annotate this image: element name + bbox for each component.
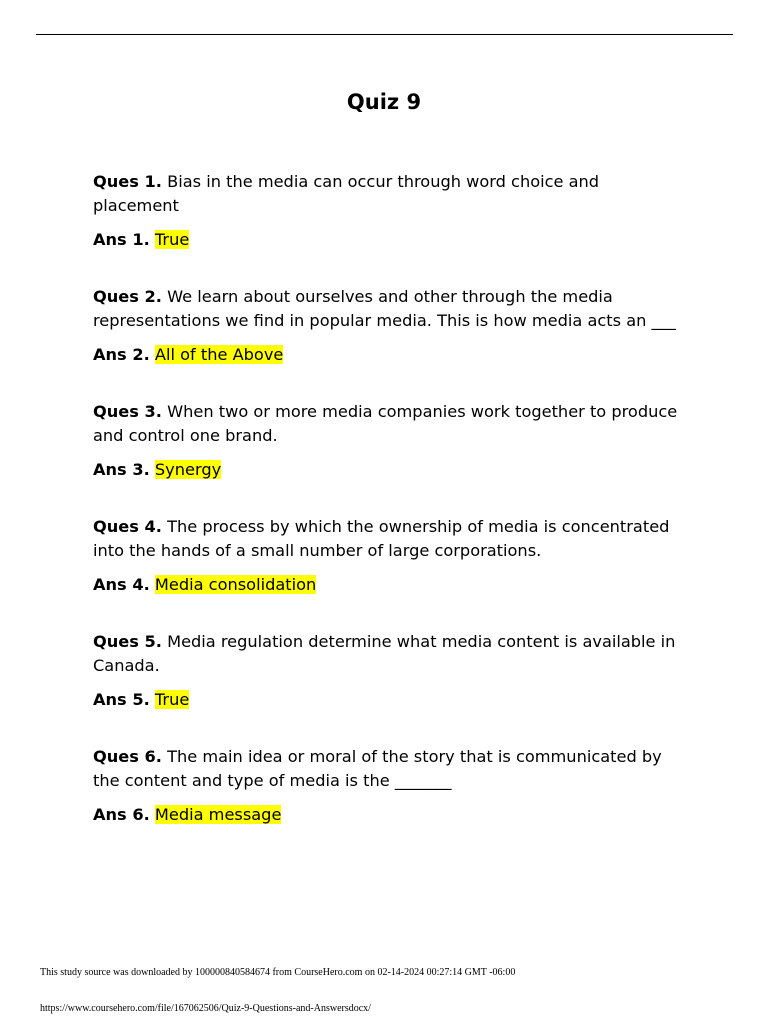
- question-text: The main idea or moral of the story that is communicated by the content and type of media is the _______: [93, 747, 662, 790]
- answer-label: Ans 4.: [93, 575, 150, 594]
- qa-item-4: [93, 515, 683, 597]
- question-label: Ques 4.: [93, 517, 162, 536]
- question-4: [93, 515, 683, 563]
- question-1: [93, 170, 683, 218]
- answer-text-highlighted: Media consolidation: [154, 575, 317, 594]
- answer-text-highlighted: Media message: [154, 805, 282, 824]
- qa-item-6: [93, 745, 683, 827]
- answer-label: Ans 1.: [93, 230, 150, 249]
- question-3: [93, 400, 683, 448]
- answer-text-highlighted: Synergy: [154, 460, 222, 479]
- answer-label: Ans 5.: [93, 690, 150, 709]
- answer-3: [93, 458, 683, 482]
- answer-label: Ans 6.: [93, 805, 150, 824]
- header-rule: [36, 34, 733, 35]
- answer-5: [93, 688, 683, 712]
- answer-text-highlighted: All of the Above: [154, 345, 284, 364]
- answer-4: [93, 573, 683, 597]
- question-5: [93, 630, 683, 678]
- question-text: Bias in the media can occur through word choice and placement: [93, 172, 600, 215]
- answer-text-highlighted: True: [154, 690, 190, 709]
- question-label: Ques 5.: [93, 632, 162, 651]
- answer-label: Ans 3.: [93, 460, 150, 479]
- source-url-link[interactable]: https://www.coursehero.com/file/167062506/Quiz-9-Questions-and-Answersdocx/: [40, 1003, 371, 1014]
- question-label: Ques 1.: [93, 172, 162, 191]
- qa-item-3: [93, 400, 683, 482]
- qa-list: [93, 170, 683, 827]
- question-label: Ques 2.: [93, 287, 162, 306]
- question-text: Media regulation determine what media content is available in Canada.: [93, 632, 676, 675]
- page-title: Quiz 9: [346, 90, 422, 114]
- qa-item-2: [93, 285, 683, 367]
- qa-item-5: [93, 630, 683, 712]
- question-label: Ques 6.: [93, 747, 162, 766]
- question-6: [93, 745, 683, 793]
- question-text: When two or more media companies work together to produce and control one brand.: [93, 402, 678, 445]
- answer-label: Ans 2.: [93, 345, 150, 364]
- download-source-note: This study source was downloaded by 100000840584674 from CourseHero.com on 02-14-2024 00:27:14 GMT -06:00: [40, 967, 516, 978]
- question-text: We learn about ourselves and other through the media representations we find in popular media. This is how media acts an ___: [93, 287, 676, 330]
- question-text: The process by which the ownership of media is concentrated into the hands of a small number of large corporations.: [93, 517, 670, 560]
- answer-1: [93, 228, 683, 252]
- answer-2: [93, 343, 683, 367]
- answer-6: [93, 803, 683, 827]
- qa-item-1: [93, 170, 683, 252]
- question-2: [93, 285, 683, 333]
- question-label: Ques 3.: [93, 402, 162, 421]
- answer-text-highlighted: True: [154, 230, 190, 249]
